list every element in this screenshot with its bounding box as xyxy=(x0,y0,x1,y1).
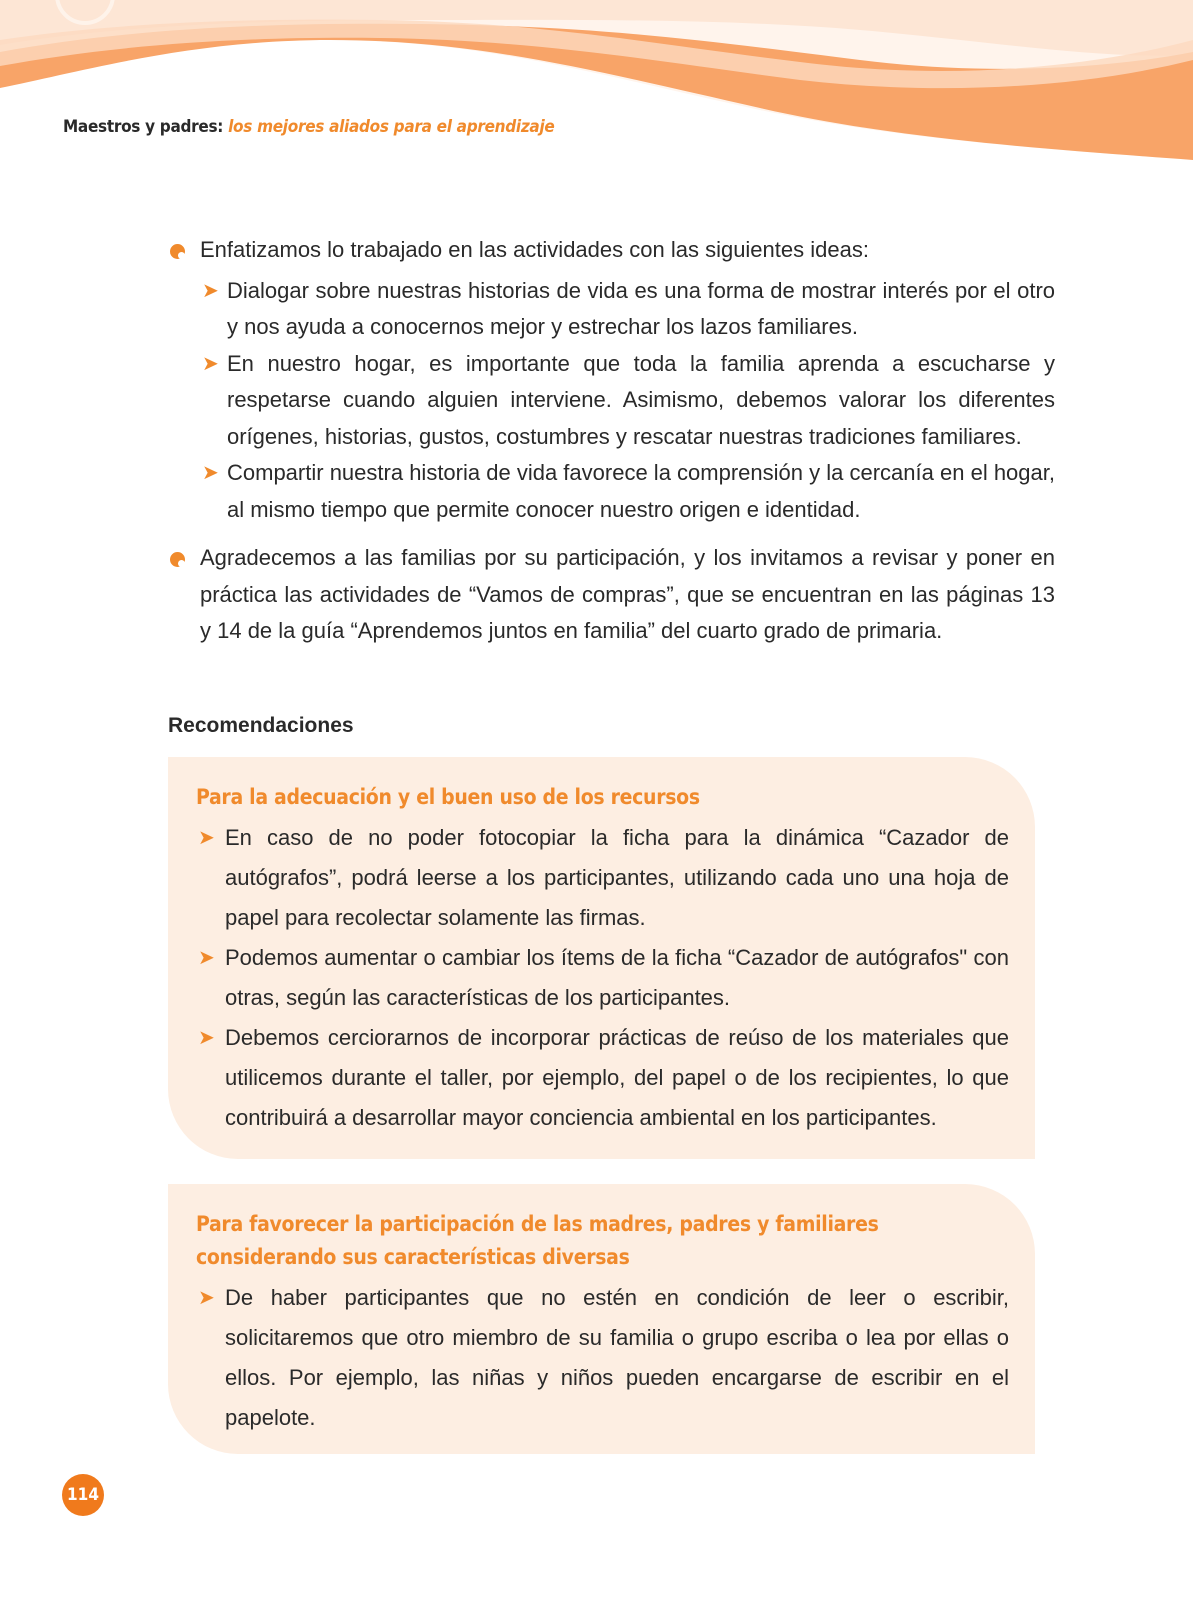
recommendation-box xyxy=(168,1184,1035,1454)
list-item xyxy=(196,818,1009,938)
bullet-dot-icon xyxy=(170,244,185,259)
bullet-dot-icon xyxy=(170,552,185,567)
chevron-right-icon: ➤ xyxy=(202,279,219,302)
bullet-item xyxy=(170,232,1055,528)
list-item-text: En nuestro hogar, es importante que toda la familia aprenda a escucharse y respetarse cuando alguien interviene. Asimismo, debemos valorar los diferentes orígenes, historias, gustos, costumbres y rescatar nuestras tradiciones familiares. xyxy=(227,350,1055,449)
sub-list xyxy=(200,273,1055,529)
list-item xyxy=(196,1018,1009,1138)
list-item xyxy=(200,346,1055,456)
box-title: Para favorecer la participación de las madres, padres y familiares considerando sus características diversas xyxy=(196,1212,879,1269)
bullet-text: Agradecemos a las familias por su participación, y los invitamos a revisar y poner en práctica las actividades de “Vamos de compras”, que se encuentran en las páginas 13 y 14 de la guía “Aprendemos juntos en familia” del cuarto grado de primaria. xyxy=(200,545,1055,643)
list-item xyxy=(196,1278,1009,1438)
box-title: Para la adecuación y el buen uso de los recursos xyxy=(196,785,700,809)
chevron-right-icon: ➤ xyxy=(198,1287,215,1309)
page-number: 114 xyxy=(62,1474,104,1516)
list-item-text: En caso de no poder fotocopiar la ficha para la dinámica “Cazador de autógrafos”, podrá leerse a los participantes, utilizando cada uno una hoja de papel para recolectar solamente las firmas. xyxy=(225,825,1009,930)
main-content xyxy=(170,232,1055,650)
list-item-text: De haber participantes que no estén en condición de leer o escribir, solicitaremos que otro miembro de su familia o grupo escriba o lea por ellas o ellos. Por ejemplo, las niñas y niños pueden encargarse de escribir en el papelote. xyxy=(225,1285,1009,1430)
list-item-text: Debemos cerciorarnos de incorporar prácticas de reúso de los materiales que utilicemos durante el taller, por ejemplo, del papel o de los recipientes, lo que contribuirá a desarrollar mayor conciencia ambiental en los participantes. xyxy=(225,1025,1009,1130)
box-list xyxy=(196,818,1009,1138)
running-header xyxy=(63,117,554,137)
box-list xyxy=(196,1278,1009,1438)
running-header-subtitle: los mejores aliados para el aprendizaje xyxy=(228,117,555,137)
list-item xyxy=(200,455,1055,528)
list-item-text: Compartir nuestra historia de vida favorece la comprensión y la cercanía en el hogar, al mismo tiempo que permite conocer nuestro origen e identidad. xyxy=(227,460,1055,522)
chevron-right-icon: ➤ xyxy=(198,827,215,849)
list-item-text: Dialogar sobre nuestras historias de vida es una forma de mostrar interés por el otro y nos ayuda a conocernos mejor y estrechar los lazos familiares. xyxy=(227,277,1055,339)
chevron-right-icon: ➤ xyxy=(198,1027,215,1049)
list-item-text: Podemos aumentar o cambiar los ítems de la ficha “Cazador de autógrafos" con otras, según las características de los participantes. xyxy=(225,945,1009,1010)
chevron-right-icon: ➤ xyxy=(202,352,219,375)
recommendation-box xyxy=(168,757,1035,1159)
bullet-text: Enfatizamos lo trabajado en las actividades con las siguientes ideas: xyxy=(200,237,869,262)
section-heading: Recomendaciones xyxy=(168,714,354,737)
list-item xyxy=(196,938,1009,1018)
bullet-item xyxy=(170,540,1055,650)
list-item xyxy=(200,273,1055,346)
running-header-title: Maestros y padres: xyxy=(63,117,224,137)
chevron-right-icon: ➤ xyxy=(202,462,219,484)
chevron-right-icon: ➤ xyxy=(198,947,215,969)
